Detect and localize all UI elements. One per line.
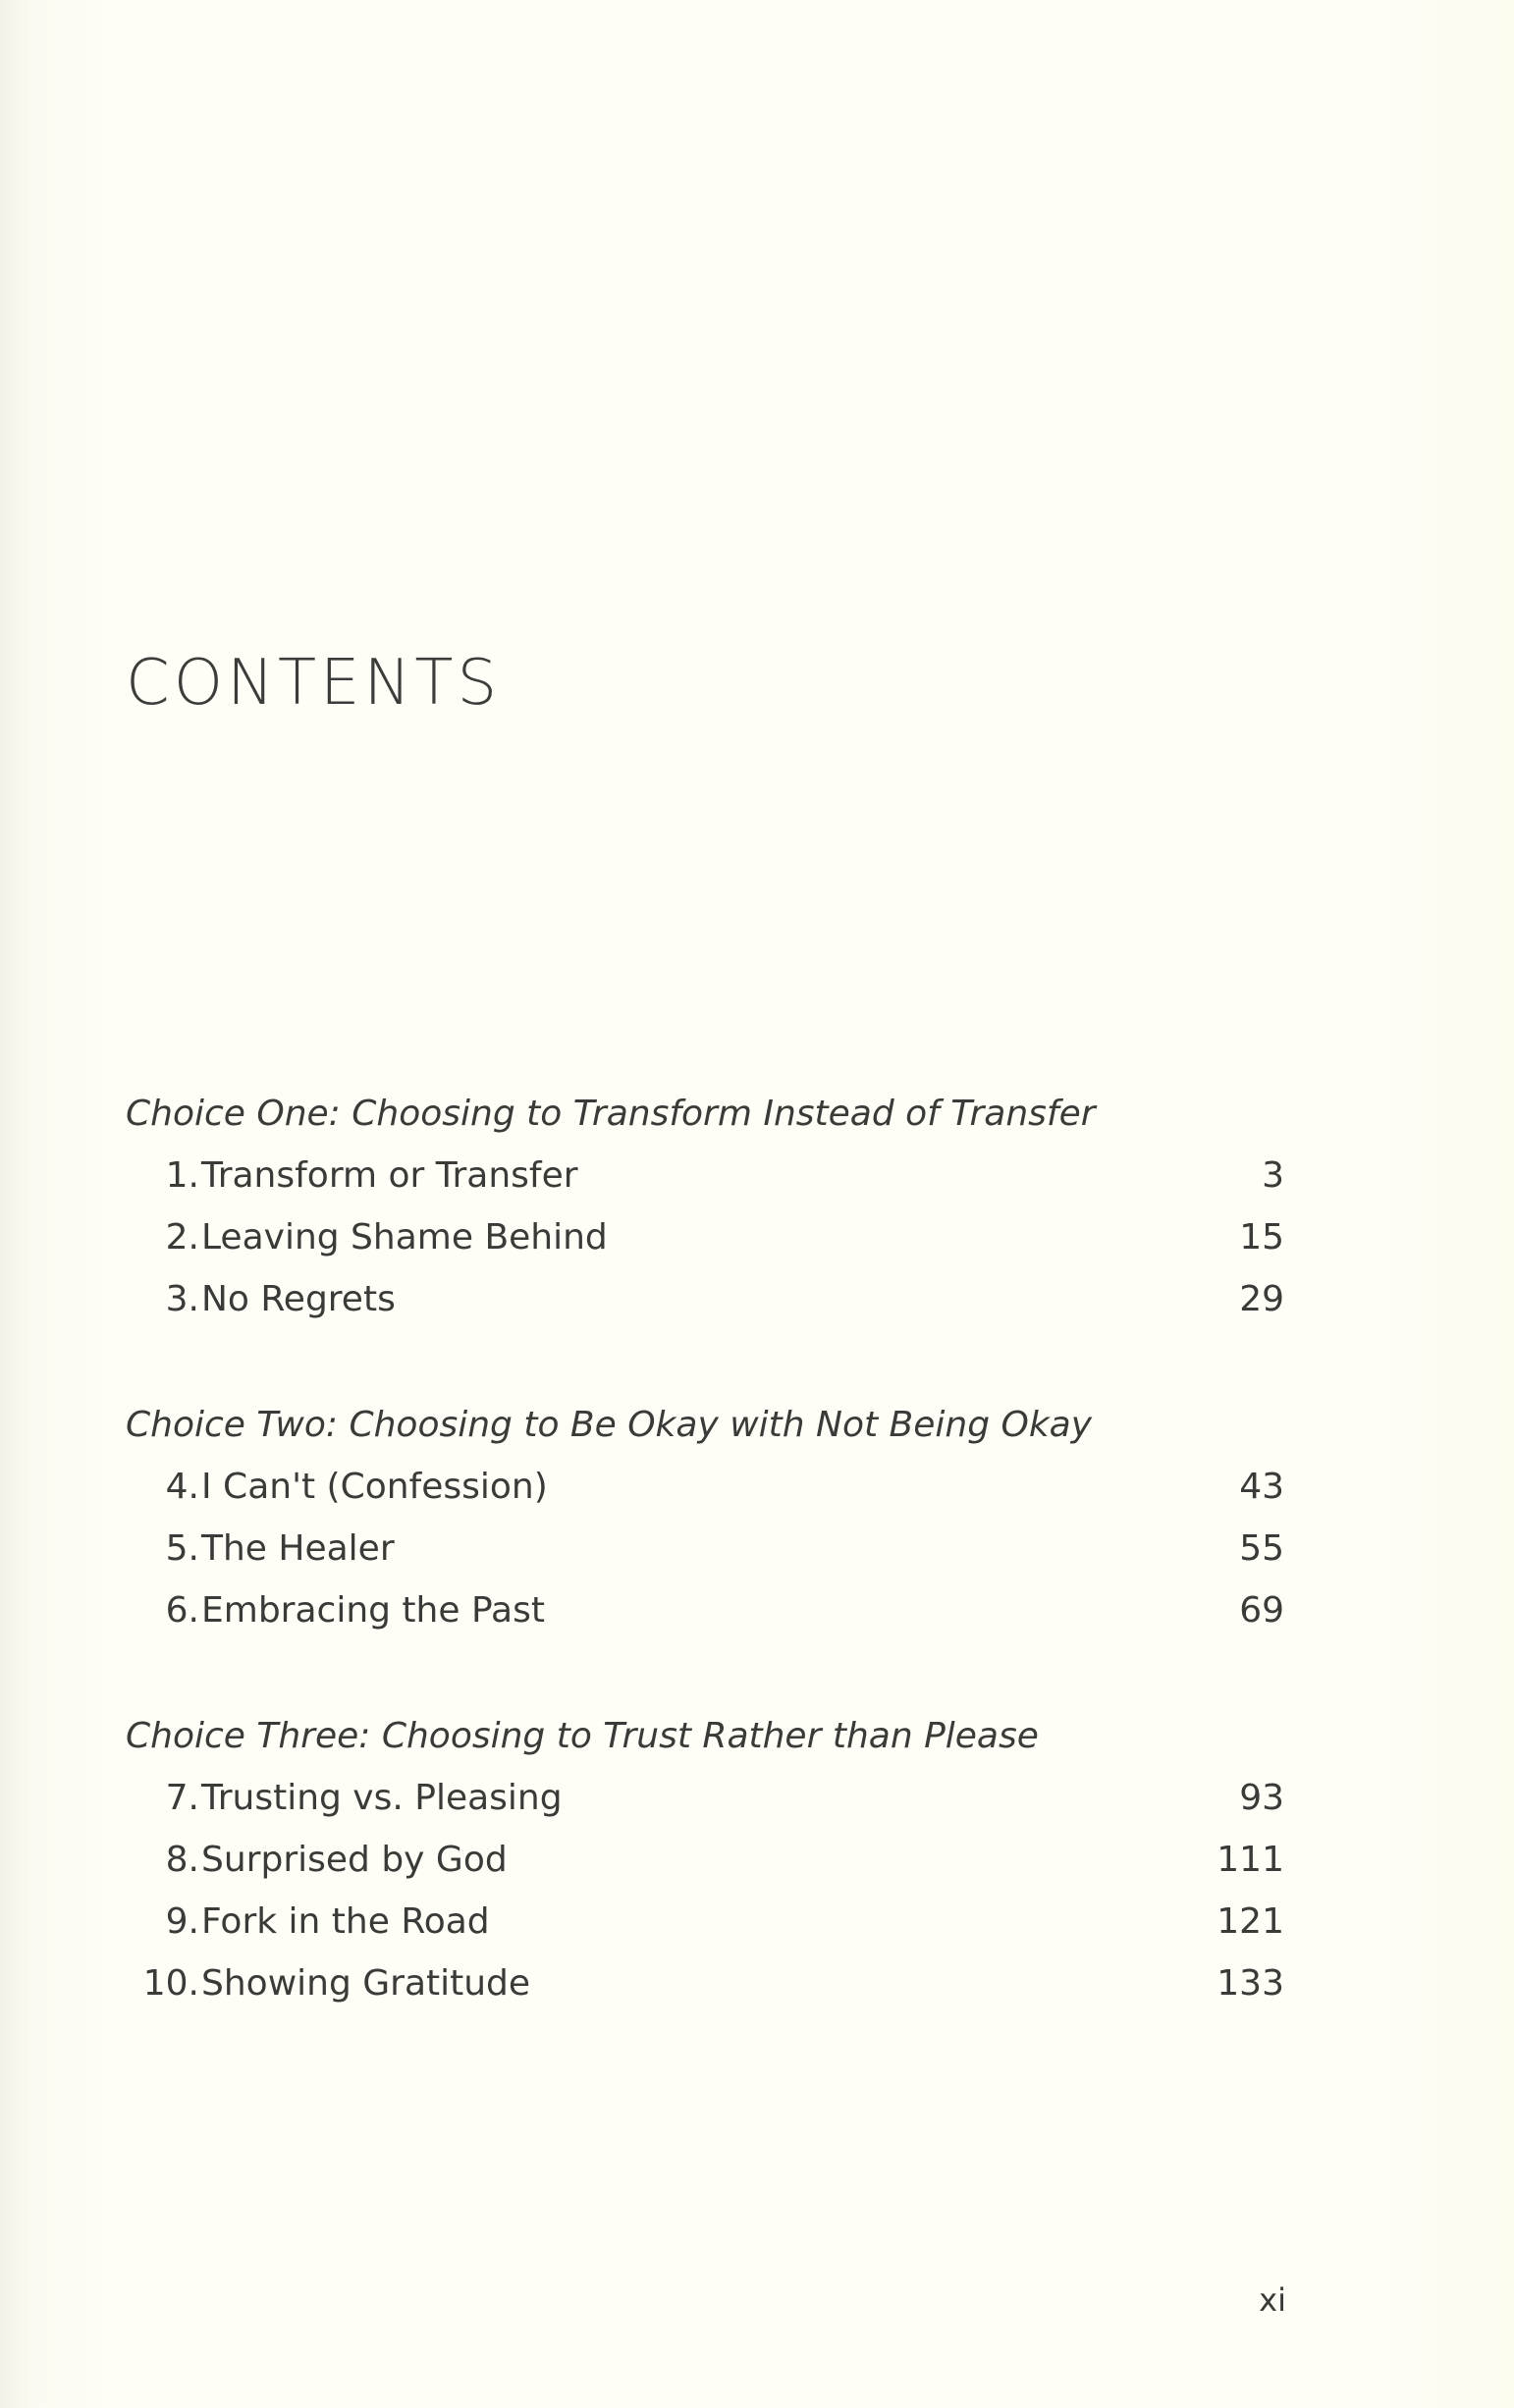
chapter-number: 9. <box>165 1901 199 1942</box>
page-number: 93 <box>1239 1778 1284 1818</box>
toc-entry[interactable] <box>126 1579 1284 1641</box>
chapter-number: 10. <box>142 1963 199 2004</box>
page-number: 121 <box>1217 1901 1284 1942</box>
chapter-title: Showing Gratitude <box>201 1963 531 2004</box>
folio-page-number: xi <box>1259 2281 1286 2319</box>
chapter-number: 8. <box>165 1840 199 1880</box>
chapter-title: Leaving Shame Behind <box>201 1217 608 1258</box>
toc-section <box>126 1395 1284 1641</box>
chapter-number: 6. <box>165 1590 199 1631</box>
toc-entry[interactable] <box>126 1767 1284 1829</box>
chapter-title: Trusting vs. Pleasing <box>201 1778 563 1818</box>
toc-entry[interactable] <box>126 1206 1284 1268</box>
page-number: 69 <box>1239 1590 1284 1631</box>
toc-entry[interactable] <box>126 1829 1284 1891</box>
section-heading: Choice Two: Choosing to Be Okay with Not Being Okay <box>126 1405 1093 1445</box>
section-heading: Choice One: Choosing to Transform Instead of Transfer <box>126 1094 1096 1134</box>
chapter-title: Transform or Transfer <box>201 1155 578 1196</box>
section-heading: Choice Three: Choosing to Trust Rather than Please <box>126 1716 1039 1756</box>
toc-entry[interactable] <box>126 1456 1284 1518</box>
chapter-title: The Healer <box>201 1528 395 1569</box>
toc-entry[interactable] <box>126 1953 1284 2014</box>
table-of-contents <box>126 1084 1284 2079</box>
page-title: CONTENTS <box>126 647 502 720</box>
page-number: 29 <box>1239 1279 1284 1319</box>
page-number: 3 <box>1262 1155 1284 1196</box>
chapter-number: 5. <box>165 1528 199 1569</box>
page-number: 133 <box>1217 1963 1284 2004</box>
chapter-number: 7. <box>165 1778 199 1818</box>
toc-section <box>126 1084 1284 1330</box>
toc-section <box>126 1706 1284 2014</box>
toc-entry[interactable] <box>126 1891 1284 1953</box>
chapter-title: Embracing the Past <box>201 1590 545 1631</box>
page-number: 111 <box>1217 1840 1284 1880</box>
chapter-number: 1. <box>165 1155 199 1196</box>
chapter-title: No Regrets <box>201 1279 396 1319</box>
chapter-title: Surprised by God <box>201 1840 508 1880</box>
toc-entry[interactable] <box>126 1518 1284 1579</box>
page-number: 15 <box>1239 1217 1284 1258</box>
page-number: 55 <box>1239 1528 1284 1569</box>
chapter-number: 3. <box>165 1279 199 1319</box>
page-number: 43 <box>1239 1467 1284 1507</box>
toc-entry[interactable] <box>126 1268 1284 1330</box>
chapter-number: 4. <box>165 1467 199 1507</box>
chapter-number: 2. <box>165 1217 199 1258</box>
chapter-title: I Can't (Confession) <box>201 1467 548 1507</box>
toc-entry[interactable] <box>126 1145 1284 1206</box>
chapter-title: Fork in the Road <box>201 1901 490 1942</box>
